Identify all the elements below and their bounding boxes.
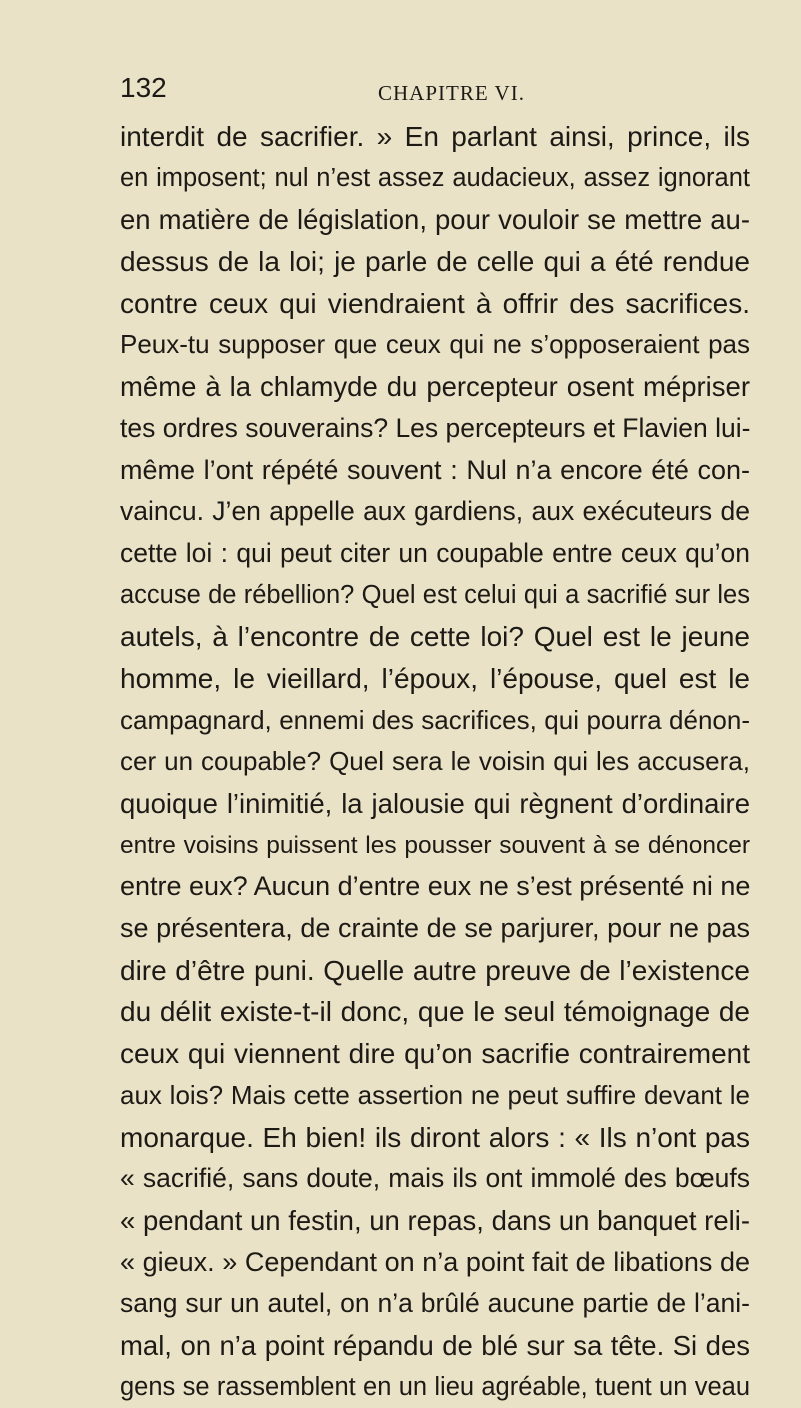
text-line: mal, on n’a point répandu de blé sur sa tête. Si des	[120, 1329, 750, 1361]
text-line: contre ceux qui viendraient à offrir des sacrifices.	[120, 287, 750, 319]
text-line: tes ordres souverains? Les percepteurs et Flavien lui-	[120, 412, 751, 443]
text-line: en imposent; nul n’est assez audacieux, assez ignorant	[120, 163, 750, 192]
text-line: en matière de législation, pour vouloir se mettre au-	[120, 204, 750, 236]
text-line: « gieux. » Cependant on n’a point fait de libations de	[120, 1246, 750, 1277]
text-line: « pendant un festin, un repas, dans un banquet reli-	[120, 1204, 750, 1236]
text-line: campagnard, ennemi des sacrifices, qui pourra dénon-	[120, 704, 750, 735]
text-line: accuse de rébellion? Quel est celui qui a sacrifié sur les	[120, 580, 750, 609]
text-line: « sacrifié, sans doute, mais ils ont immolé des bœufs	[120, 1163, 750, 1194]
text-line: entre eux? Aucun d’entre eux ne s’est présenté ni ne	[120, 871, 751, 902]
text-line: entre voisins puissent les pousser souvent à se dénoncer	[120, 831, 750, 859]
text-line: aux lois? Mais cette assertion ne peut suffire devant le	[120, 1079, 750, 1110]
body-text	[120, 116, 750, 1408]
text-line: quoique l’inimitié, la jalousie qui règnent d’ordinaire	[120, 788, 750, 819]
text-line: autels, à l’encontre de cette loi? Quel est le jeune	[120, 621, 750, 653]
text-line: se présentera, de crainte de se parjurer, pour ne pas	[120, 913, 750, 944]
page-number: 132	[120, 72, 167, 103]
text-line: sang sur un autel, on n’a brûlé aucune partie de l’ani-	[120, 1288, 750, 1319]
text-line: homme, le vieillard, l’époux, l’épouse, quel est le	[120, 662, 750, 694]
text-line: ceux qui viennent dire qu’on sacrifie contrairement	[120, 1038, 750, 1070]
text-line: Peux-tu supposer que ceux qui ne s’opposeraient pas	[120, 329, 750, 360]
text-line: dessus de la loi; je parle de celle qui a été rendue	[120, 246, 750, 278]
text-line: interdit de sacrifier. » En parlant ainsi, prince, ils	[120, 121, 750, 152]
chapter-title: CHAPITRE VI.	[378, 81, 525, 105]
text-line: cer un coupable? Quel sera le voisin qui les accusera,	[120, 746, 750, 777]
text-line: même à la chlamyde du percepteur osent mépriser	[120, 371, 750, 403]
running-head	[120, 72, 740, 112]
text-line: même l’ont répété souvent : Nul n’a encore été con-	[120, 454, 750, 485]
text-line: du délit existe-t-il donc, que le seul témoignage de	[120, 996, 750, 1028]
text-line: vaincu. J’en appelle aux gardiens, aux exécuteurs de	[120, 496, 750, 527]
text-line: cette loi : qui peut citer un coupable entre ceux qu’on	[120, 537, 750, 568]
text-line: dire d’être puni. Quelle autre preuve de l’existence	[120, 954, 750, 986]
text-line: gens se rassemblent en un lieu agréable, tuent un veau	[120, 1372, 750, 1401]
text-line: monarque. Eh bien! ils diront alors : « Ils n’ont pas	[120, 1121, 750, 1153]
